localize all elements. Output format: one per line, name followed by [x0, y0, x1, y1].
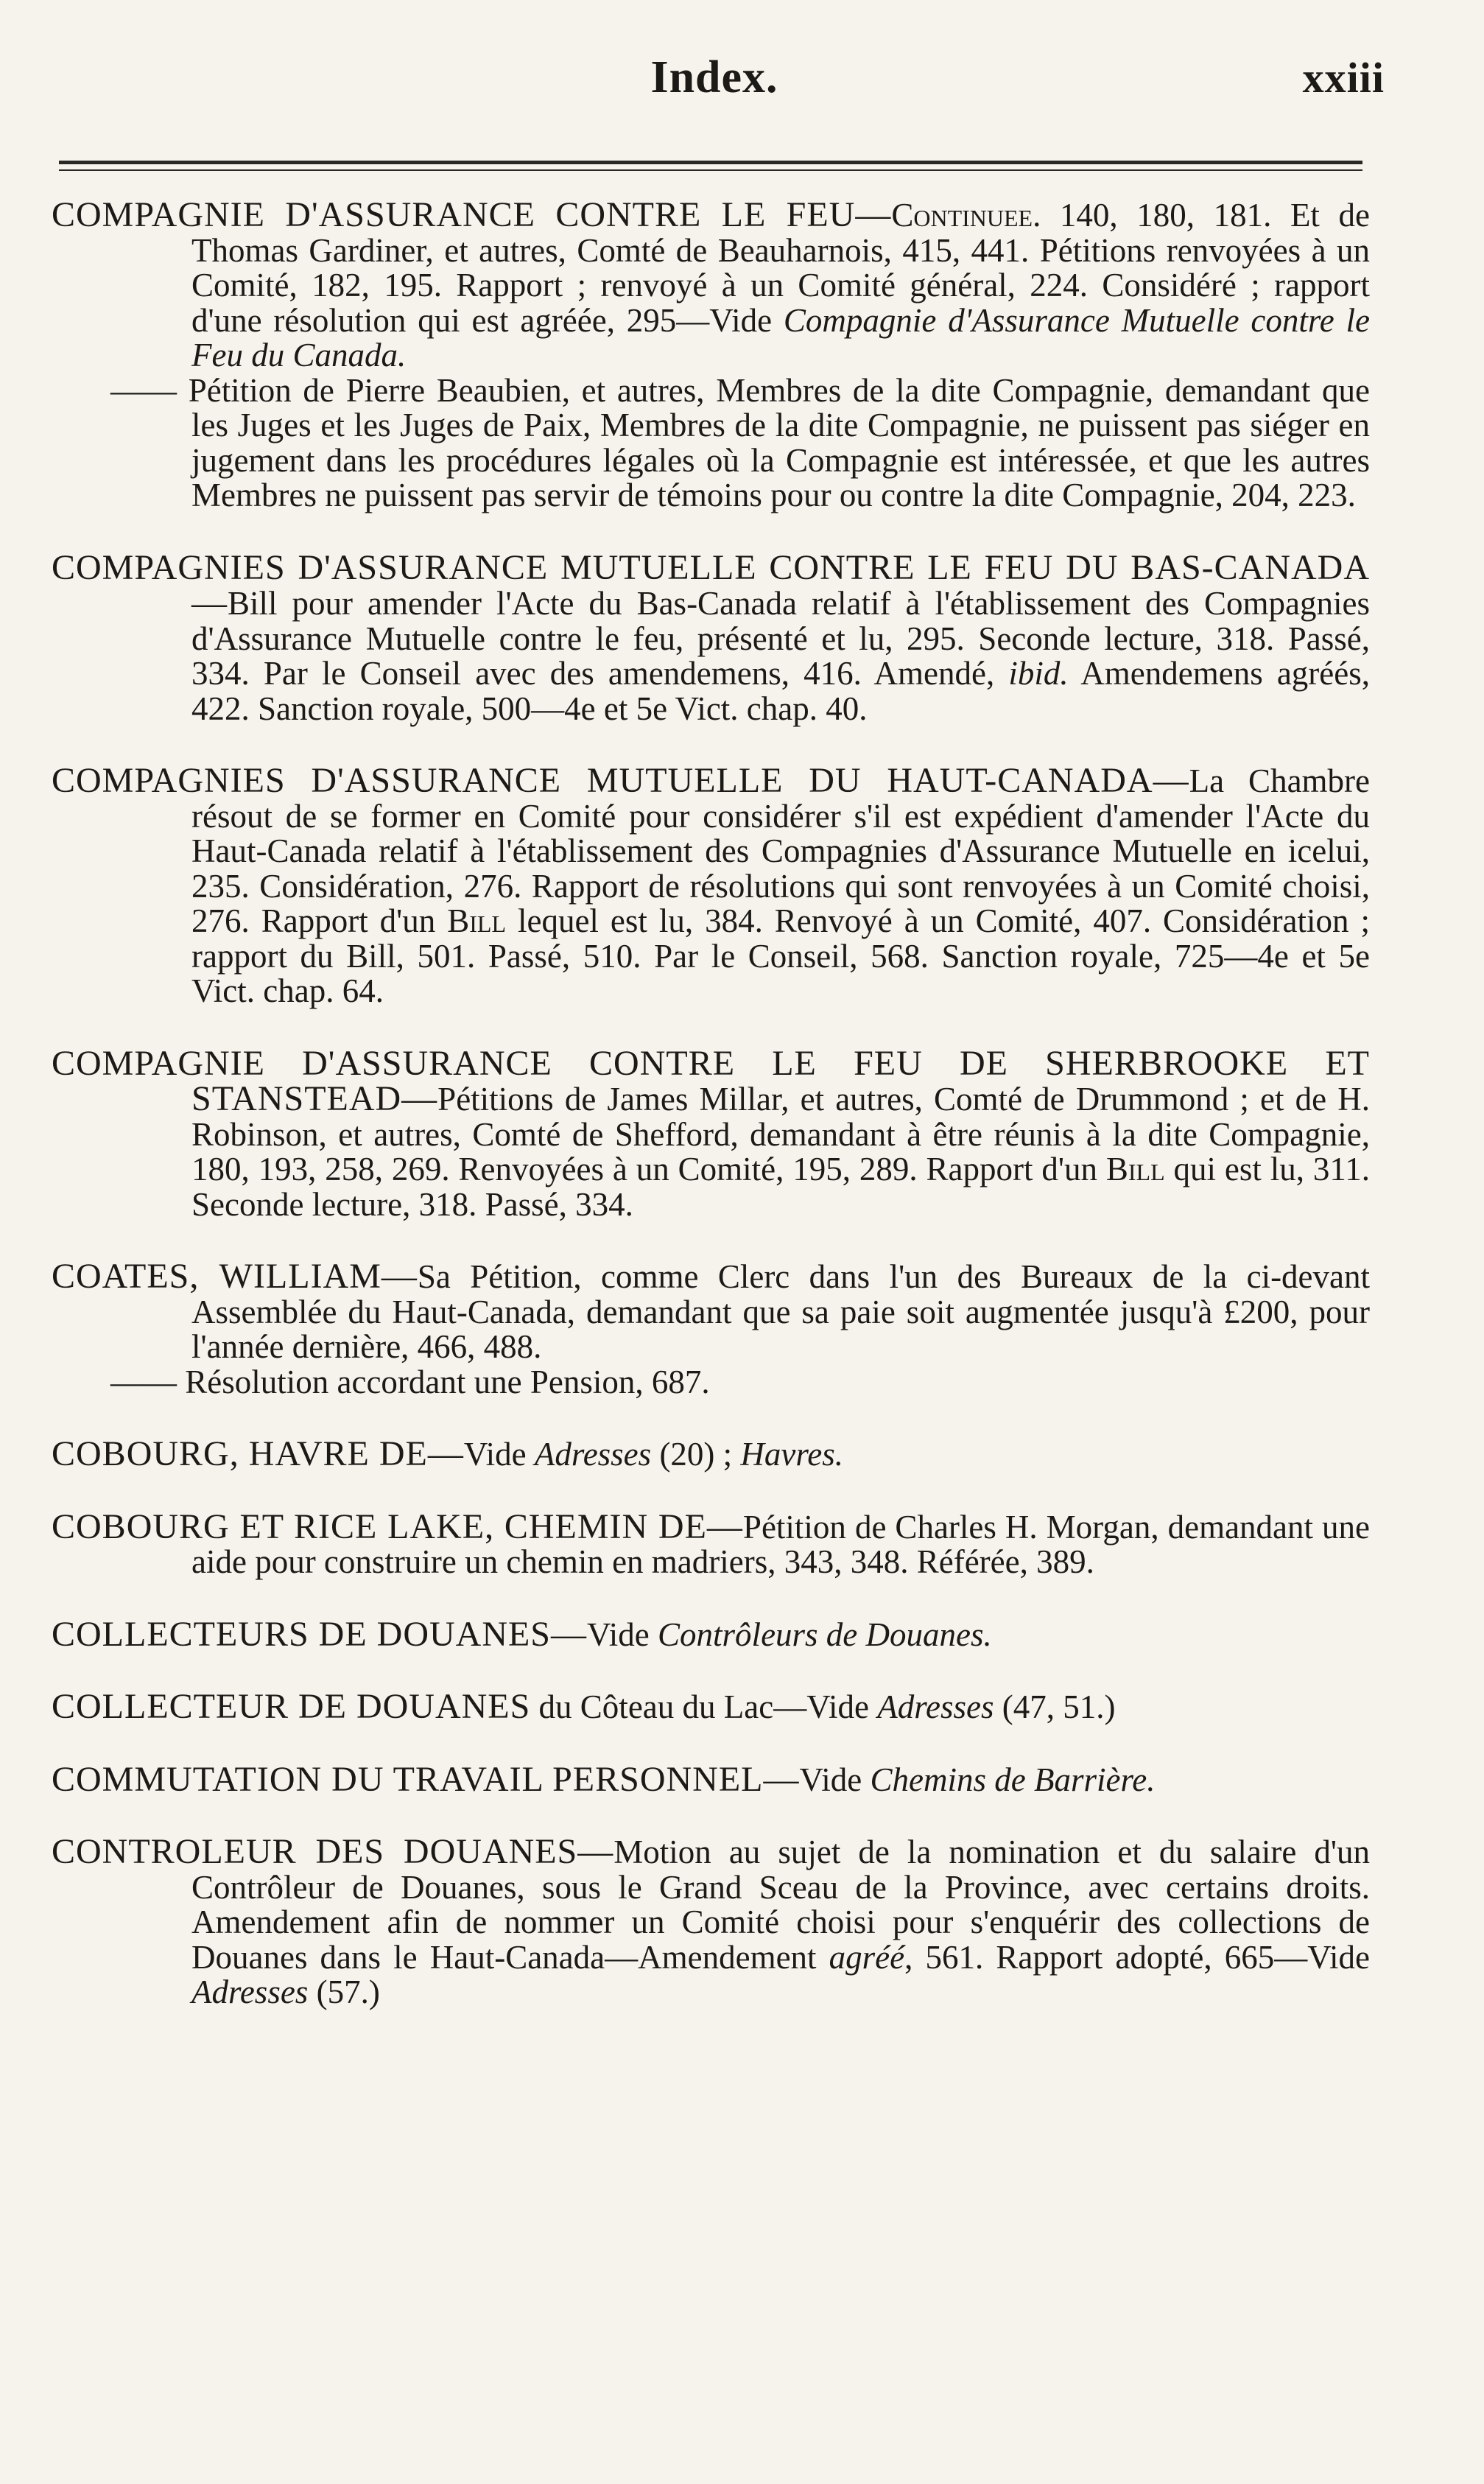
entry-text: Vide [587, 1615, 658, 1653]
entry-text: Bill pour amender l'Acte du Bas-Canada relatif à l'établissement des Compagnies d'Assurance Mutuelle contre le feu, présenté et lu, 295. Seconde lecture, 318. Passé, 334. Par le Conseil avec des amendemens, 416. Amendé, [191, 585, 1370, 692]
index-entry-cobourg-havre [52, 1436, 1370, 1473]
cross-reference: Chemins de Barrière. [870, 1761, 1156, 1798]
index-entry-collecteur-coteau-du-lac [52, 1689, 1370, 1725]
entry-heading: COLLECTEURS DE DOUANES— [52, 1614, 587, 1654]
agree-label: agréé [829, 1938, 905, 1976]
subentry-text: Pétition de Pierre Beaubien, et autres, Membres de la dite Compagnie, demandant que les Juges et les Juges de Paix, Membres de la dite Compagnie, ne puissent pas siéger en jugement dans les procédures légales où la Compagnie est intéressée, et que les autres Membres ne puissent pas servir de témoins pour ou contre la dite Compagnie, 204, 223. [177, 371, 1370, 513]
entry-heading: COMPAGNIES D'ASSURANCE MUTUELLE CONTRE LE FEU DU BAS-CANADA— [52, 547, 1370, 622]
entry-text: La Chambre résout de se former en Comité pour considérer s'il est expédient d'amender l'Acte du Haut-Canada relatif à l'établissement des Compagnies d'Assurance Mutuelle en icelui, 235. Considération, 276. Rapport de résolutions qui sont renvoyées à un Comité choisi, 276. Rapport d'un [191, 762, 1371, 939]
index-entry-coates-william [52, 1259, 1370, 1365]
running-title: Index. [650, 52, 778, 102]
index-entry-compagnie-assurance-feu [52, 197, 1370, 373]
entry-continued-label: Continuee. [891, 197, 1041, 234]
entry-heading: COMPAGNIE D'ASSURANCE CONTRE LE FEU DE SHERBROOKE ET STANSTEAD— [52, 1043, 1370, 1118]
index-subentry-petition-beaubien [52, 373, 1370, 513]
cross-reference: Adresses [877, 1688, 994, 1725]
subentry-dash: —— [110, 371, 177, 409]
header-rule-thin [59, 169, 1362, 171]
index-entries [52, 197, 1370, 2010]
cross-reference: Adresses [191, 1973, 309, 2010]
index-entry-collecteurs-douanes [52, 1614, 1370, 1654]
entry-text: (57.) [308, 1973, 380, 2010]
cross-reference: Contrôleurs de Douanes. [658, 1615, 992, 1653]
header-rule-thick [59, 161, 1362, 164]
entry-text: (20) ; [651, 1436, 741, 1473]
entry-text: Vide [799, 1761, 871, 1798]
ibid-reference: ibid. [1008, 655, 1069, 692]
entry-text: du Côteau du Lac—Vide [530, 1688, 878, 1725]
subentry-dash: —— [110, 1363, 177, 1400]
bill-label: Bill [447, 902, 507, 939]
index-subentry-pension [52, 1365, 1370, 1400]
entry-heading: COATES, WILLIAM— [52, 1257, 418, 1296]
index-entry-cobourg-rice-lake [52, 1506, 1371, 1580]
cross-reference: Havres. [740, 1436, 843, 1473]
index-entry-compagnie-sherbrooke-stanstead [52, 1043, 1371, 1223]
subentry-text: Résolution accordant une Pension, 687. [177, 1363, 710, 1400]
entry-text: qui est lu, 311. Seconde lecture, 318. Passé, 334. [191, 1151, 1371, 1223]
cross-reference: Adresses [534, 1436, 652, 1473]
entry-text: 140, 180, 181. Et de Thomas Gardiner, et autres, Comté de Beauharnois, 415, 441. Pétitions renvoyées à un Comité, 182, 195. Rapport ; renvoyé à un Comité général, 224. Considéré ; rapport d'une résolution qui est agréée, 295—Vide [191, 197, 1370, 339]
entry-text: Amendemens agréés, 422. Sanction royale, 500—4e et 5e Vict. chap. 40. [191, 655, 1370, 727]
entry-text: Motion au sujet de la nomination et du salaire d'un Contrôleur de Douanes, sous le Grand Sceau de la Province, avec certains droits. Amendement afin de nommer un Comité choisi pour s'enquérir des collections de Douanes dans le Haut-Canada—Amendement [191, 1834, 1371, 1976]
entry-text: Sa Pétition, comme Clerc dans l'un des Bureaux de la ci-devant Assemblée du Haut-Canada, demandant que sa paie soit augmentée jusqu'à £200, pour l'année dernière, 466, 488. [191, 1258, 1370, 1365]
entry-text: (47, 51.) [994, 1688, 1116, 1725]
cross-reference: Compagnie d'Assurance Mutuelle contre le Feu du Canada. [191, 301, 1370, 373]
entry-text: , 561. Rapport adopté, 665—Vide [904, 1938, 1370, 1976]
entry-text: Pétitions de James Millar, et autres, Comté de Drummond ; et de H. Robinson, et autres, Comté de Shefford, demandant à être réunis à la dite Compagnie, 180, 193, 258, 269. Renvoyées à un Comité, 195, 289. Rapport d'un [191, 1081, 1370, 1187]
index-entry-compagnies-mutuelle-bas-canada [52, 547, 1370, 727]
entry-heading: CONTROLEUR DES DOUANES— [52, 1832, 614, 1871]
index-entry-commutation-travail [52, 1759, 1370, 1799]
bill-label: Bill [1105, 1151, 1165, 1187]
entry-heading: COMPAGNIE D'ASSURANCE CONTRE LE FEU— [52, 195, 892, 234]
entry-text: Vide [463, 1436, 535, 1473]
index-entry-controleur-douanes [52, 1834, 1370, 2010]
entry-heading: COBOURG ET RICE LAKE, CHEMIN DE— [52, 1506, 743, 1546]
entry-text: lequel est lu, 384. Renvoyé à un Comité, 407. Considération ; rapport du Bill, 501. Passé, 510. Par le Conseil, 568. Sanction royale, 725—4e et 5e Vict. chap. 64. [191, 902, 1370, 1009]
entry-heading: COMMUTATION DU TRAVAIL PERSONNEL— [52, 1759, 800, 1799]
page-number: xxiii [1302, 54, 1385, 102]
entry-text: Pétition de Charles H. Morgan, demandant une aide pour construire un chemin en madriers, 343, 348. Référée, 389. [191, 1508, 1371, 1580]
page-header [44, 44, 1385, 118]
entry-heading: COMPAGNIES D'ASSURANCE MUTUELLE DU HAUT-CANADA— [52, 761, 1189, 800]
entry-heading: COLLECTEUR DE DOUANES [52, 1687, 531, 1726]
entry-heading: COBOURG, HAVRE DE— [52, 1434, 464, 1473]
index-entry-compagnies-mutuelle-haut-canada [52, 763, 1370, 1009]
